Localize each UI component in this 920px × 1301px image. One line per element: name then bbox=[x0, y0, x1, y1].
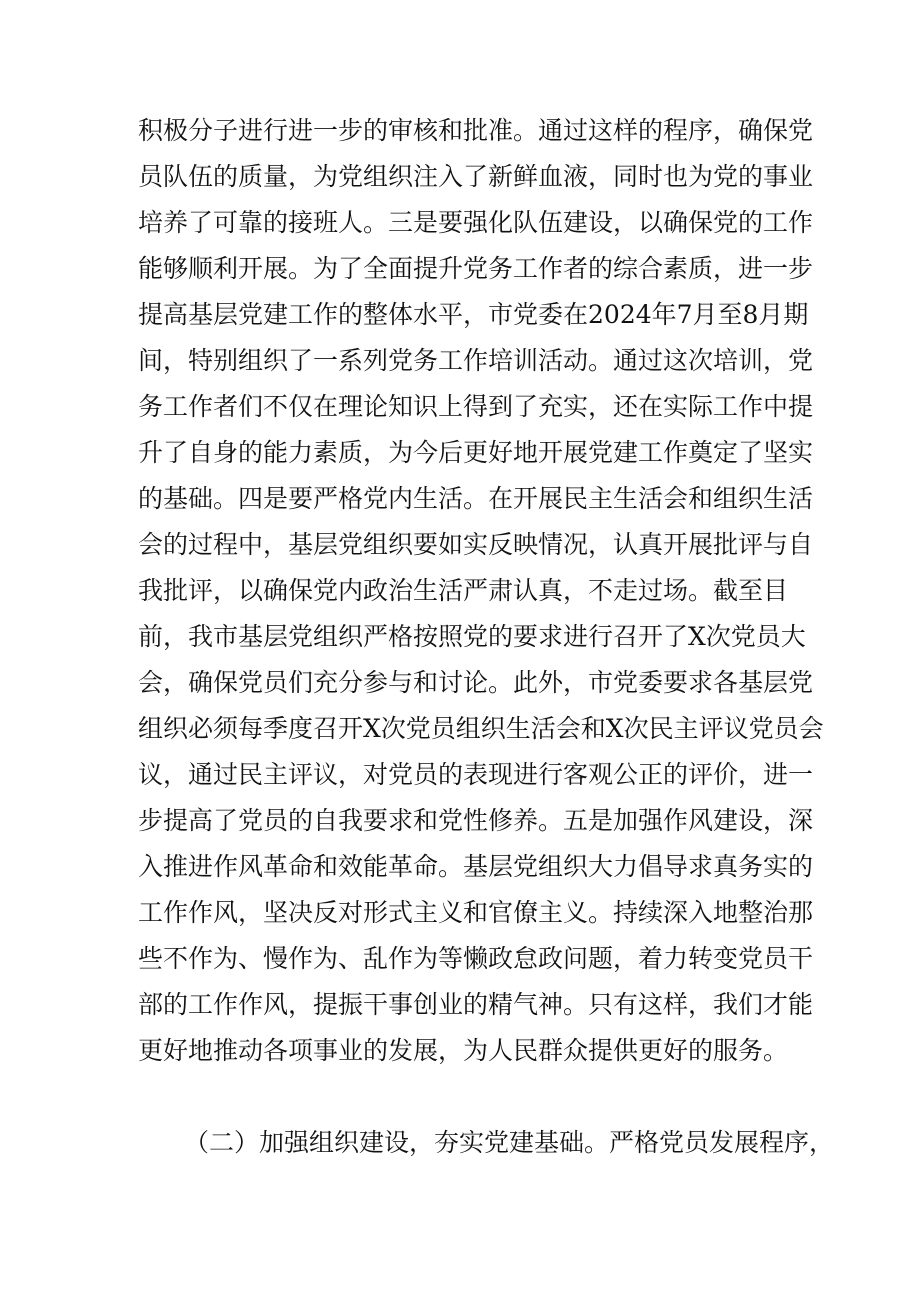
text-line: 务工作者们不仅在理论知识上得到了充实，还在实际工作中提 bbox=[138, 392, 814, 421]
text-line: 升了自身的能力素质，为今后更好地开展党建工作奠定了坚实 bbox=[138, 438, 814, 467]
text-line: 些不作为、慢作为、乱作为等懒政怠政问题，着力转变党员干 bbox=[138, 944, 814, 973]
text-line: 我批评，以确保党内政治生活严肃认真，不走过场。截至目 bbox=[138, 576, 789, 605]
text-line: 积极分子进行进一步的审核和批准。通过这样的程序，确保党 bbox=[138, 116, 814, 145]
text-line: 培养了可靠的接班人。三是要强化队伍建设，以确保党的工作 bbox=[138, 208, 814, 237]
text-line: 提高基层党建工作的整体水平，市党委在2024年7月至8月期 bbox=[138, 300, 809, 329]
text-line: 更好地推动各项事业的发展，为人民群众提供更好的服务。 bbox=[138, 1036, 789, 1065]
paragraph-1 bbox=[138, 108, 824, 1074]
document-body bbox=[138, 108, 835, 1166]
text-line: 会，确保党员们充分参与和讨论。此外，市党委要求各基层党 bbox=[138, 668, 814, 697]
text-line: 间，特别组织了一系列党务工作培训活动。通过这次培训，党 bbox=[138, 346, 814, 375]
text-line: 会的过程中，基层党组织要如实反映情况，认真开展批评与自 bbox=[138, 530, 814, 559]
paragraph-spacer bbox=[138, 1074, 778, 1120]
text-line: 部的工作作风，提振干事创业的精气神。只有这样，我们才能 bbox=[138, 990, 814, 1019]
text-line: 工作作风，坚决反对形式主义和官僚主义。持续深入地整治那 bbox=[138, 898, 814, 927]
text-line: 步提高了党员的自我要求和党性修养。五是加强作风建设，深 bbox=[138, 806, 814, 835]
text-line: 员队伍的质量，为党组织注入了新鲜血液，同时也为党的事业 bbox=[138, 162, 814, 191]
paragraph-2 bbox=[138, 1120, 835, 1166]
text-line: 的基础。四是要严格党内生活。在开展民主生活会和组织生活 bbox=[138, 484, 814, 513]
text-line: 入推进作风革命和效能革命。基层党组织大力倡导求真务实的 bbox=[138, 852, 814, 881]
text-line: 议，通过民主评议，对党员的表现进行客观公正的评价，进一 bbox=[138, 760, 814, 789]
section-heading-line: （二）加强组织建设，夯实党建基础。严格党员发展程序， bbox=[184, 1128, 835, 1157]
text-line: 能够顺利开展。为了全面提升党务工作者的综合素质，进一步 bbox=[138, 254, 814, 283]
text-line: 组织必须每季度召开X次党员组织生活会和X次民主评议党员会 bbox=[138, 714, 824, 743]
text-line: 前，我市基层党组织严格按照党的要求进行召开了X次党员大 bbox=[138, 622, 806, 651]
